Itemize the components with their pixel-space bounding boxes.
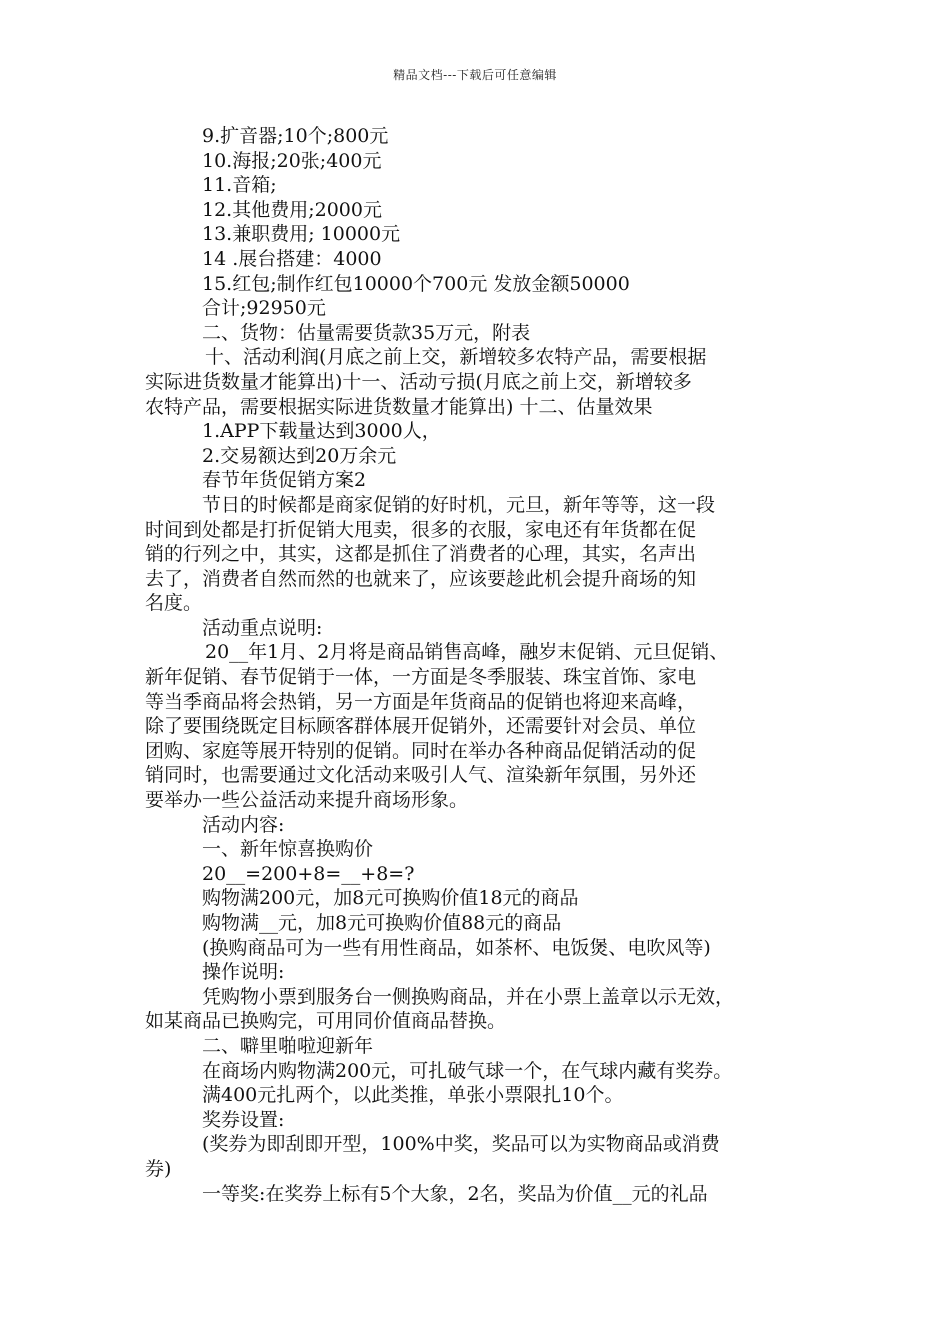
document-body [145,124,810,1206]
text-line: 销同时，也需要通过文化活动来吸引人气、渲染新年氛围，另外还 [145,764,697,787]
text-line: 合计;92950元 [202,297,326,320]
text-line: 实际进货数量才能算出)十一、活动亏损(月底之前上交，新增较多 [145,370,692,393]
text-line: 一、新年惊喜换购价 [202,838,374,861]
text-line: 团购、家庭等展开特别的促销。同时在举办各种商品促销活动的促 [145,739,697,762]
text-line: 等当季商品将会热销，另一方面是年货商品的促销也将迎来高峰， [145,690,697,713]
text-line: 购物满200元，加8元可换购价值18元的商品 [202,887,579,910]
text-line: 农特产品，需要根据实际进货数量才能算出) 十二、估量效果 [145,395,653,418]
text-line: 如某商品已换购完，可用同价值商品替换。 [145,1010,507,1033]
text-line: 1.APP下载量达到3000人， [202,420,441,443]
text-line: 一等奖:在奖券上标有5个大象，2名，奖品为价值__元的礼品 [202,1182,708,1205]
text-line: 10.海报;20张;400元 [202,149,382,172]
text-line: 20__年1月、2月将是商品销售高峰，融岁末促销、元旦促销、 [205,641,729,664]
text-line: 20__=200+8=__+8=? [202,862,415,885]
text-line: 去了，消费者自然而然的也就来了，应该要趁此机会提升商场的知 [145,567,697,590]
text-line: 14 .展台搭建：4000 [202,247,382,270]
text-line: 在商场内购物满200元，可扎破气球一个，在气球内藏有奖券。 [202,1059,733,1082]
text-line: 满400元扎两个，以此类推，单张小票限扎10个。 [202,1084,624,1107]
text-line: 名度。 [145,592,203,615]
text-line: 除了要围绕既定目标顾客群体展开促销外，还需要针对会员、单位 [145,715,697,738]
text-line: 春节年货促销方案2 [202,469,367,492]
text-line: 凭购物小票到服务台一侧换购商品，并在小票上盖章以示无效， [202,985,735,1008]
text-line: 15.红包;制作红包10000个700元 发放金额50000 [202,272,630,295]
text-line: 2.交易额达到20万余元 [202,444,397,467]
text-line: 二、噼里啪啦迎新年 [202,1034,374,1057]
text-line: 13.兼职费用; 10000元 [202,223,401,246]
text-line: (奖券为即刮即开型，100%中奖，奖品可以为实物商品或消费 [202,1133,720,1156]
text-line: 操作说明: [202,961,285,984]
text-line: 活动重点说明: [202,616,323,639]
text-line: 购物满__元，加8元可换购价值88元的商品 [202,912,562,934]
text-line: (换购商品可为一些有用性商品，如茶杯、电饭煲、电吹风等) [202,936,711,959]
text-line: 销的行列之中，其实，这都是抓住了消费者的心理，其实，名声出 [145,543,697,566]
text-line: 节日的时候都是商家促销的好时机，元旦，新年等等，这一段 [202,493,716,516]
text-line: 9.扩音器;10个;800元 [202,125,389,147]
text-line: 11.音箱; [202,174,277,197]
text-line: 时间到处都是打折促销大甩卖，很多的衣服，家电还有年货都在促 [145,518,697,541]
text-line: 新年促销、春节促销于一体，一方面是冬季服装、珠宝首饰、家电 [145,666,697,689]
text-line: 活动内容: [202,813,285,836]
text-line: 要举办一些公益活动来提升商场形象。 [145,789,469,812]
text-line: 12.其他费用;2000元 [202,198,382,221]
text-line: 二、货物：估量需要货款35万元，附表 [202,321,531,344]
text-line: 十、活动利润(月底之前上交，新增较多农特产品，需要根据 [205,346,707,369]
page-header: 精品文档---下载后可任意编辑 [393,68,557,82]
text-line: 奖券设置: [202,1108,285,1131]
text-line: 券) [145,1157,172,1180]
